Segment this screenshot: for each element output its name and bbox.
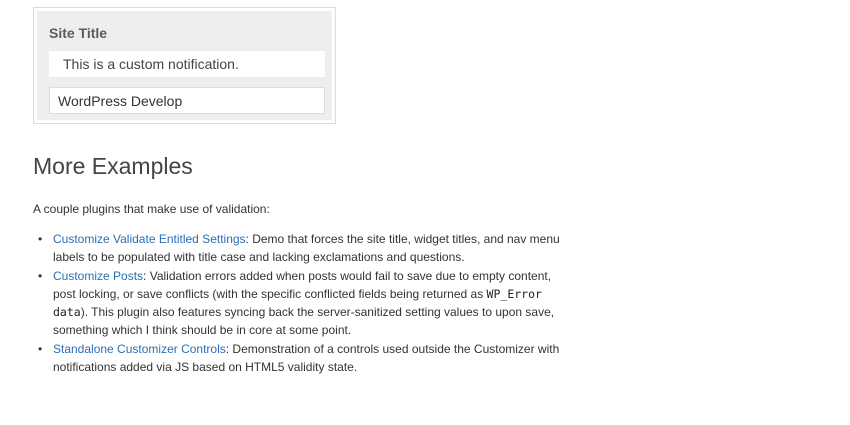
item-description: : Validation errors added when posts would fail to save due to empty content, post locking, or save conflicts (with the specific conflicted fields being returned as — [53, 268, 552, 301]
list-item — [38, 230, 573, 267]
bullet: • — [38, 268, 43, 283]
plugin-link-customize-posts[interactable]: Customize Posts — [53, 268, 144, 283]
item-description-continued: ). This plugin also features syncing back the server-sanitized setting values to upon save, something which I think should be in core at some point. — [53, 305, 555, 338]
custom-notification: This is a custom notification. — [49, 51, 325, 77]
plugin-link-validate-entitled-settings[interactable]: Customize Validate Entitled Settings — [53, 232, 246, 246]
list-item — [38, 340, 573, 377]
section-heading: More Examples — [33, 153, 193, 179]
customizer-preview-screenshot — [33, 7, 336, 124]
item-description: : Demo that forces the site title, widget titles, and nav menu labels to be populated with title case and lacking exclamations and questions. — [53, 232, 560, 265]
list-item — [38, 267, 573, 340]
examples-list — [33, 230, 573, 376]
bullet: • — [38, 341, 43, 356]
item-description: : Demonstration of a controls used outside the Customizer with notifications added via JS based on HTML5 validity state. — [53, 341, 560, 375]
code-snippet: WP_Error data — [53, 286, 542, 320]
intro-text: A couple plugins that make use of validation: — [33, 202, 270, 216]
bullet: • — [38, 232, 43, 246]
plugin-link-standalone-customizer-controls[interactable]: Standalone Customizer Controls — [53, 341, 226, 356]
site-title-input[interactable] — [49, 87, 325, 114]
customizer-panel — [37, 11, 332, 120]
site-title-label: Site Title — [49, 25, 108, 41]
